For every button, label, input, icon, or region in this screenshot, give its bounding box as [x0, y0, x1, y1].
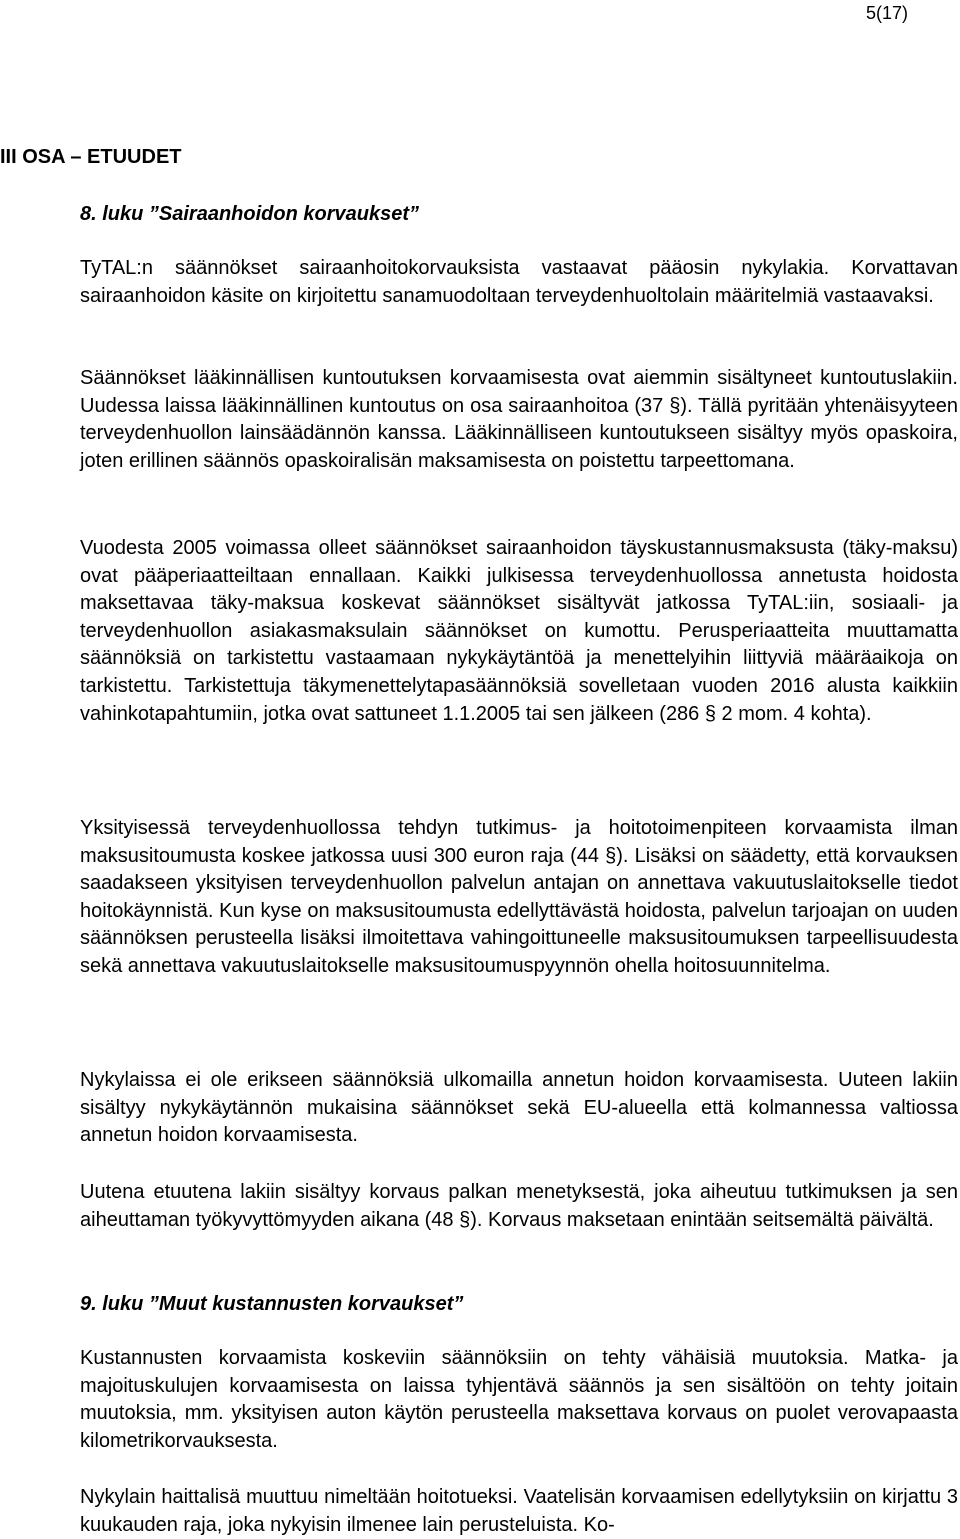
paragraph-cost-compensation: Kustannusten korvaamista koskeviin säännöksiin on tehty vähäisiä muutoksia. Matka- ja majoituskulujen korvaamisesta on laissa tyhjentävä säännös ja sen sisältöön on tehty joitain muutoksia, mm. yksityisen auton käytön perusteella maksettava korvaus on puolet verovapaasta kilometrikorvauksesta. [80, 1347, 958, 1452]
paragraph-care-allowance: Nykylain haittalisä muuttuu nimeltään hoitotueksi. Vaatelisän korvaamisen edellytyksiin on kirjattu 3 kuukauden raja, joka nykyisin ilmenee lain perusteluista. Ko- [80, 1486, 958, 1536]
paragraph-rehabilitation: Säännökset lääkinnällisen kuntoutuksen korvaamisesta ovat aiemmin sisältyneet kuntoutuslakiin. Uudessa laissa lääkinnällinen kuntoutus on osa sairaanhoitoa (37 §). Tällä pyritään yhtenäisyyteen terveydenhuollon lainsäädännön kanssa. Lääkinnälliseen kuntoutukseen sisältyy myös opaskoira, joten erillinen säännös opaskoiralisän maksamisesta on poistettu tarpeettomana. [80, 367, 958, 472]
chapter-9-heading: 9. luku ”Muut kustannusten korvaukset” [80, 1293, 464, 1315]
part-heading: III OSA – ETUUDET [0, 146, 182, 168]
paragraph-tytal-rules: TyTAL:n säännökset sairaanhoitokorvauksista vastaavat pääosin nykylakia. Korvattavan sairaanhoidon käsite on kirjoitettu sanamuodoltaan terveydenhuoltolain määritelmiä vastaavaksi. [80, 257, 958, 307]
paragraph-care-abroad: Nykylaissa ei ole erikseen säännöksiä ulkomailla annetun hoidon korvaamisesta. Uuteen lakiin sisältyy nykykäytännön mukaisina säännökset sekä EU-alueella että kolmannessa valtiossa annetun hoidon korvaamisesta. [80, 1069, 958, 1147]
paragraph-private-care: Yksityisessä terveydenhuollossa tehdyn tutkimus- ja hoitotoimenpiteen korvaamista ilman maksusitoumusta koskee jatkossa uusi 300 euron raja (44 §). Lisäksi on säädetty, että korvauksen saadakseen yksityisen terveydenhuollon palvelun antajan on annettava vakuutuslaitokselle tiedot hoitokäynnistä. Kun kyse on maksusitoumusta edellyttävästä hoidosta, palvelun tarjoajan on uuden säännöksen perusteella lisäksi ilmoitettava vahingoittuneelle maksusitoumuksen tarpeellisuudesta sekä annettava vakuutuslaitokselle maksusitoumuspyynnön ohella hoitosuunnitelma. [80, 817, 958, 977]
page-number: 5(17) [865, 3, 908, 23]
chapter-8-heading: 8. luku ”Sairaanhoidon korvaukset” [80, 203, 419, 225]
paragraph-loss-of-earnings: Uutena etuutena lakiin sisältyy korvaus palkan menetyksestä, joka aiheutuu tutkimuksen ja sen aiheuttaman työkyvyttömyyden aikana (48 §). Korvaus maksetaan enintään seitsemältä päivältä. [80, 1181, 958, 1231]
paragraph-taky-fee: Vuodesta 2005 voimassa olleet säännökset sairaanhoidon täyskustannusmaksusta (täky-maksu) ovat pääperiaatteiltaan ennallaan. Kaikki julkisessa terveydenhuollossa annetusta hoidosta maksettavaa täky-maksua koskevat säännökset sisältyvät jatkossa TyTAL:iin, sosiaali- ja terveydenhuollon asiakasmaksulain säännökset on kumottu. Perusperiaatteita muuttamatta säännöksiä on tarkistettu vastaamaan nykykäytäntöä ja menettelyihin liittyviä määräaikoja on tarkistettu. Tarkistettuja täkymenettelytapasäännöksiä sovelletaan vuoden 2016 alusta kaikkiin vahinkotapahtumiin, jotka ovat sattuneet 1.1.2005 tai sen jälkeen (286 § 2 mom. 4 kohta). [80, 537, 958, 725]
